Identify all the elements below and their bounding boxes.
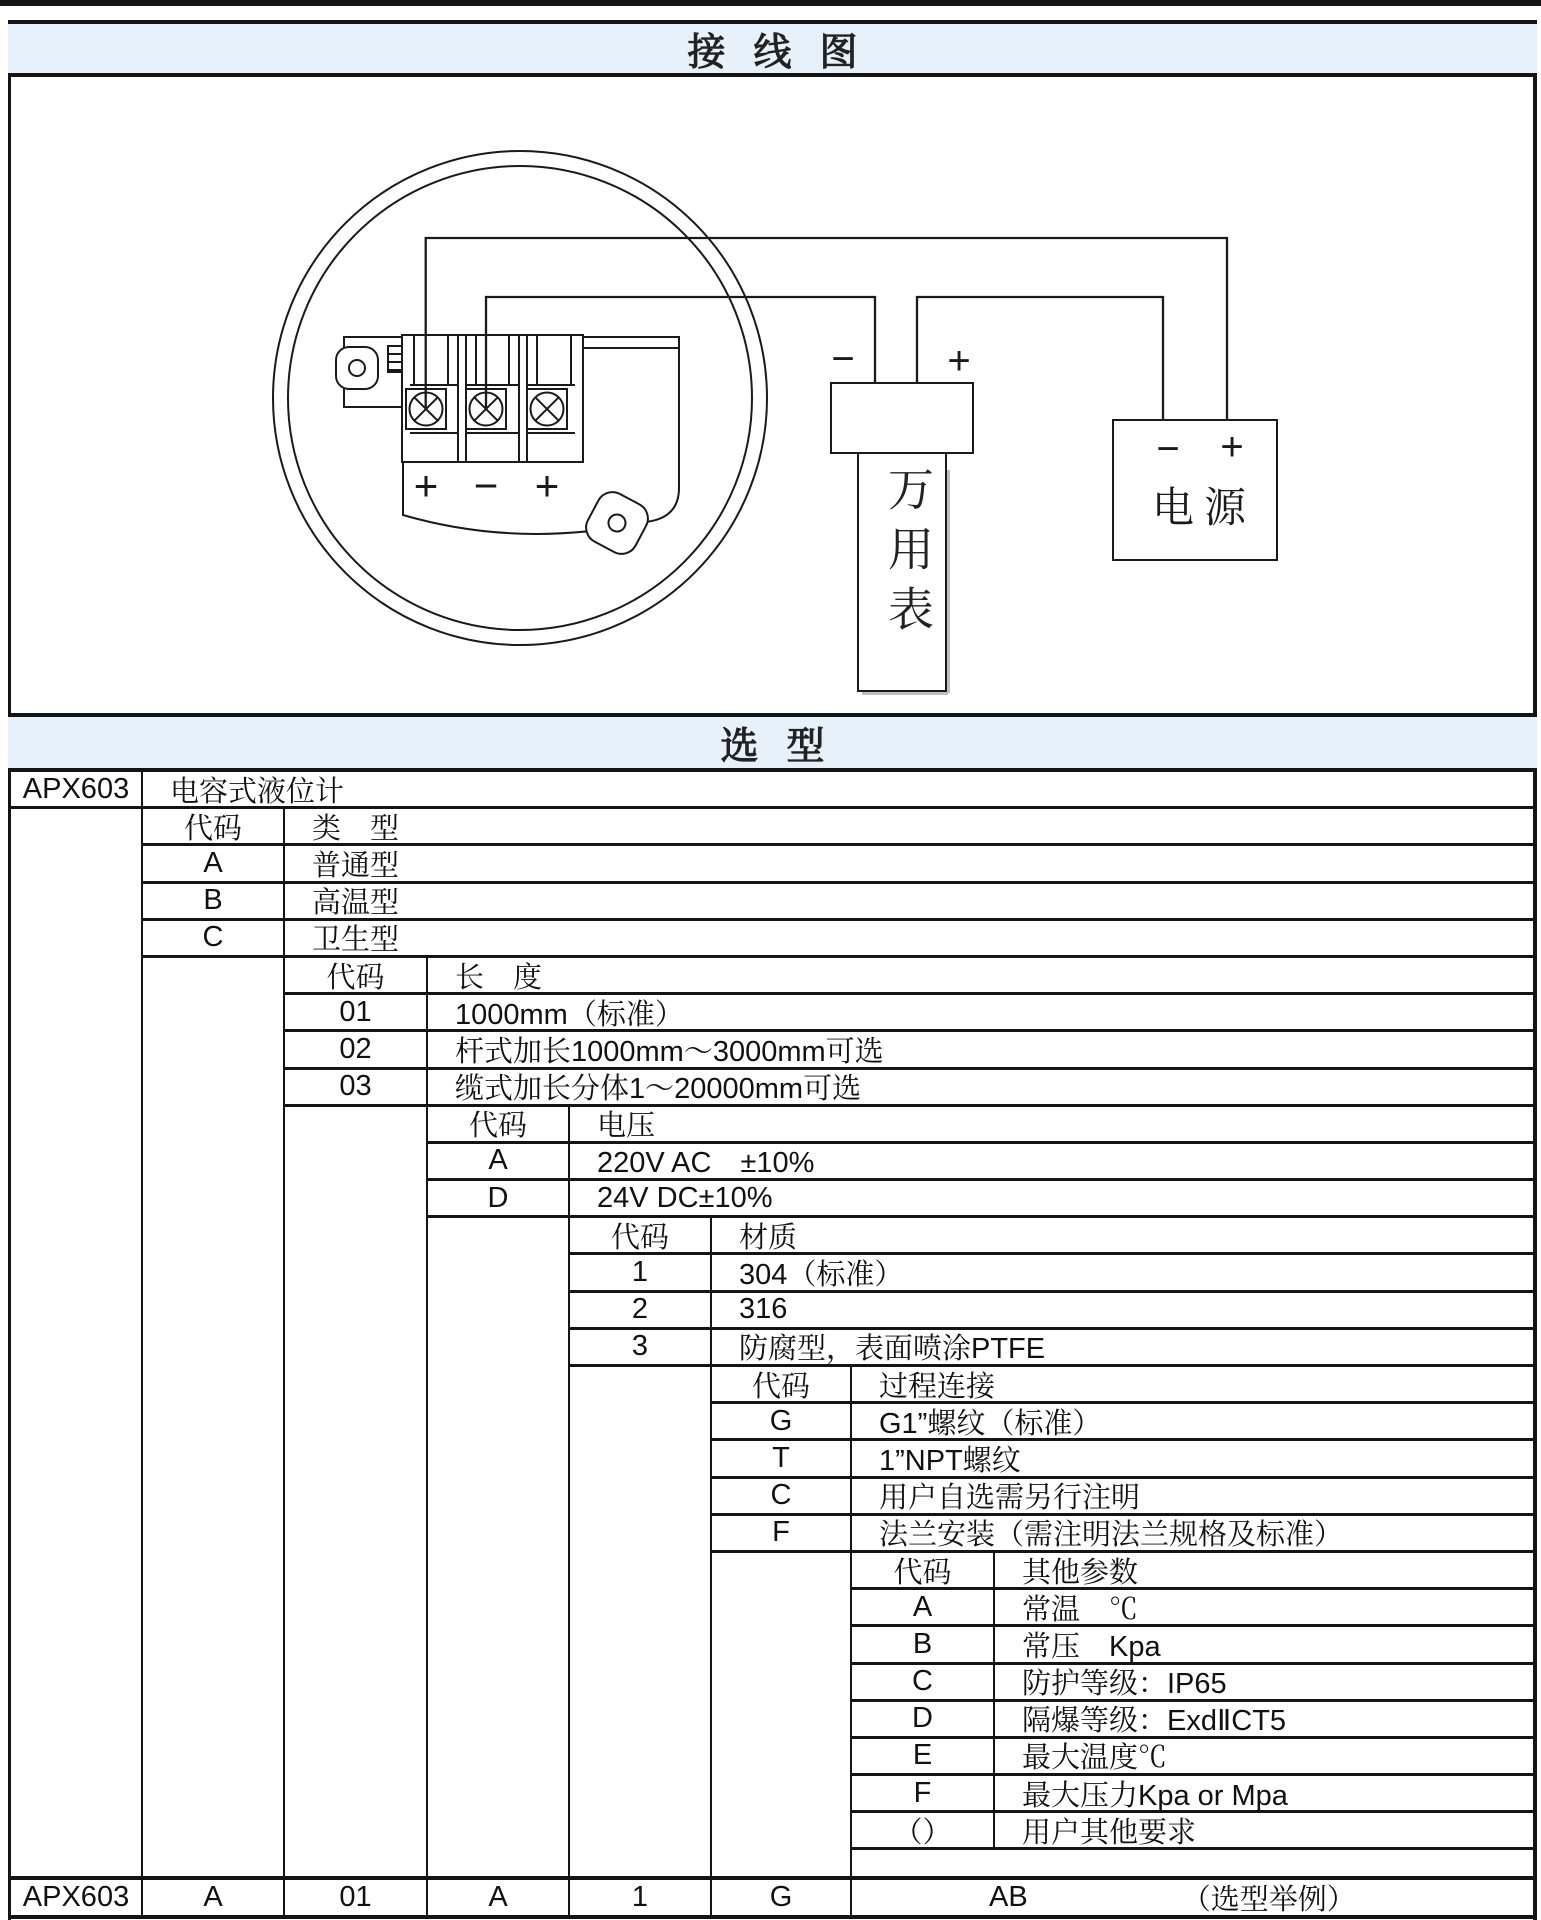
label-cell: 材质	[739, 1221, 798, 1253]
code-cell: 代码	[143, 809, 285, 843]
table-row	[11, 809, 1533, 846]
label-cell: 长 度	[455, 961, 543, 993]
code-cell: A	[852, 1590, 995, 1624]
wiring-diagram-header	[8, 20, 1537, 77]
code-cell: T	[712, 1441, 852, 1475]
example-model: APX603	[11, 1880, 143, 1915]
label-cell: 220V AC ±10%	[597, 1147, 815, 1179]
label-cell: 常温 ℃	[1022, 1593, 1139, 1625]
selection-header	[8, 713, 1537, 772]
table-row	[11, 1627, 1533, 1664]
mount-tab-top-left	[336, 347, 378, 389]
power-neg-sign: −	[1156, 427, 1180, 471]
example-material: 1	[570, 1880, 712, 1915]
label-cell: 1”NPT螺纹	[879, 1444, 1021, 1476]
label-cell: 316	[739, 1293, 788, 1326]
label-cell: 其他参数	[1022, 1556, 1139, 1588]
code-cell: 02	[285, 1032, 428, 1066]
code-cell: F	[852, 1776, 995, 1810]
code-cell: B	[143, 884, 285, 918]
table-row	[11, 1367, 1533, 1404]
power-pos-sign: +	[1220, 425, 1244, 469]
code-cell: F	[712, 1516, 852, 1550]
table-row	[11, 1144, 1533, 1181]
label-cell: 防腐型，表面喷涂PTFE	[739, 1333, 1046, 1364]
table-row	[11, 1776, 1533, 1813]
table-row	[11, 921, 1533, 958]
selection-table	[8, 772, 1537, 1920]
table-row	[11, 1107, 1533, 1144]
table-row	[11, 1218, 1533, 1255]
label-cell: 用户其他要求	[1022, 1816, 1197, 1848]
label-cell: 类 型	[312, 812, 400, 844]
label-cell: 电压	[597, 1110, 656, 1141]
code-cell: C	[143, 921, 285, 955]
label-cell: 最大温度℃	[1022, 1742, 1168, 1774]
multimeter-neg-sign: −	[831, 337, 855, 381]
table-row	[11, 884, 1533, 921]
label-cell: 防护等级：IP65	[1022, 1668, 1227, 1699]
code-cell: 03	[285, 1070, 428, 1104]
label-cell: 304（标准）	[739, 1259, 904, 1290]
table-row	[11, 1404, 1533, 1441]
terminal-sign-plus-right: +	[534, 462, 560, 509]
table-row	[11, 1702, 1533, 1739]
code-cell: 1	[570, 1255, 712, 1289]
table-row	[11, 1032, 1533, 1069]
table-row	[11, 1479, 1533, 1516]
table-row	[11, 1553, 1533, 1590]
code-cell: 代码	[570, 1218, 712, 1252]
label-cell: G1”螺纹（标准）	[879, 1407, 1102, 1439]
terminal-sign-plus-left: +	[413, 462, 439, 509]
example-process: G	[712, 1880, 852, 1915]
table-row	[11, 1441, 1533, 1478]
code-cell: 代码	[285, 958, 428, 992]
multimeter-head	[831, 383, 973, 453]
table-row-model	[11, 772, 1533, 809]
power-label: 电源	[1151, 484, 1257, 531]
code-cell: 代码	[852, 1553, 995, 1587]
spacer-row	[11, 1850, 1533, 1876]
table-row	[11, 1516, 1533, 1553]
table-row	[11, 1181, 1533, 1218]
table-row	[11, 1590, 1533, 1627]
example-length: 01	[285, 1880, 428, 1915]
table-row	[11, 1255, 1533, 1292]
example-other: AB	[989, 1881, 1028, 1914]
code-cell: D	[428, 1181, 570, 1215]
model-desc-cell: 电容式液位计	[170, 775, 345, 807]
label-cell: 杆式加长1000mm～3000mm可选	[455, 1035, 884, 1067]
code-cell: E	[852, 1739, 995, 1773]
label-cell: 法兰安装（需注明法兰规格及标准）	[879, 1519, 1344, 1550]
table-row	[11, 1739, 1533, 1776]
code-cell: 01	[285, 995, 428, 1029]
code-cell: C	[712, 1479, 852, 1513]
table-row	[11, 1813, 1533, 1850]
wiring-diagram	[8, 77, 1537, 713]
top-rule	[0, 0, 1541, 6]
code-cell: 代码	[428, 1107, 570, 1141]
code-cell: 代码	[712, 1367, 852, 1401]
example-row	[11, 1876, 1533, 1919]
code-cell: （）	[852, 1813, 995, 1847]
code-cell: D	[852, 1702, 995, 1736]
table-row	[11, 1070, 1533, 1107]
table-row	[11, 1330, 1533, 1367]
example-type: A	[143, 1880, 285, 1915]
label-cell: 常压 Kpa	[1022, 1630, 1161, 1662]
table-row	[11, 958, 1533, 995]
table-row	[11, 1665, 1533, 1702]
example-other-cell	[852, 1880, 1533, 1915]
code-cell: A	[428, 1144, 570, 1178]
model-code-cell: APX603	[11, 772, 143, 806]
label-cell: 缆式加长分体1～20000mm可选	[455, 1073, 862, 1104]
label-cell: 卫生型	[312, 924, 400, 955]
label-cell: 24V DC±10%	[597, 1181, 773, 1214]
table-row	[11, 1293, 1533, 1330]
code-cell: A	[143, 846, 285, 880]
label-cell: 最大压力Kpa or Mpa	[1022, 1779, 1288, 1811]
table-row	[11, 995, 1533, 1032]
terminal-block	[402, 335, 583, 462]
selection-title: 选型	[720, 726, 853, 768]
code-cell: 3	[570, 1330, 712, 1364]
example-note: （选型举例）	[1181, 1884, 1356, 1917]
multimeter-pos-sign: +	[947, 339, 971, 383]
code-cell: B	[852, 1627, 995, 1661]
wiring-diagram-drawing	[11, 77, 1533, 713]
terminal-sign-minus: −	[473, 462, 499, 509]
label-cell: 1000mm（标准）	[455, 998, 684, 1030]
label-cell: 隔爆等级：ExdⅡCT5	[1022, 1705, 1287, 1736]
table-row	[11, 846, 1533, 883]
wiring-diagram-title: 接线图	[687, 32, 886, 74]
code-cell: C	[852, 1665, 995, 1699]
label-cell: 用户自选需另行注明	[879, 1482, 1141, 1513]
label-cell: 过程连接	[879, 1370, 996, 1402]
label-cell: 普通型	[312, 849, 400, 881]
multimeter-label: 万用表	[882, 465, 934, 645]
label-cell: 高温型	[312, 887, 400, 918]
example-voltage: A	[428, 1880, 570, 1915]
code-cell: G	[712, 1404, 852, 1438]
code-cell: 2	[570, 1293, 712, 1327]
